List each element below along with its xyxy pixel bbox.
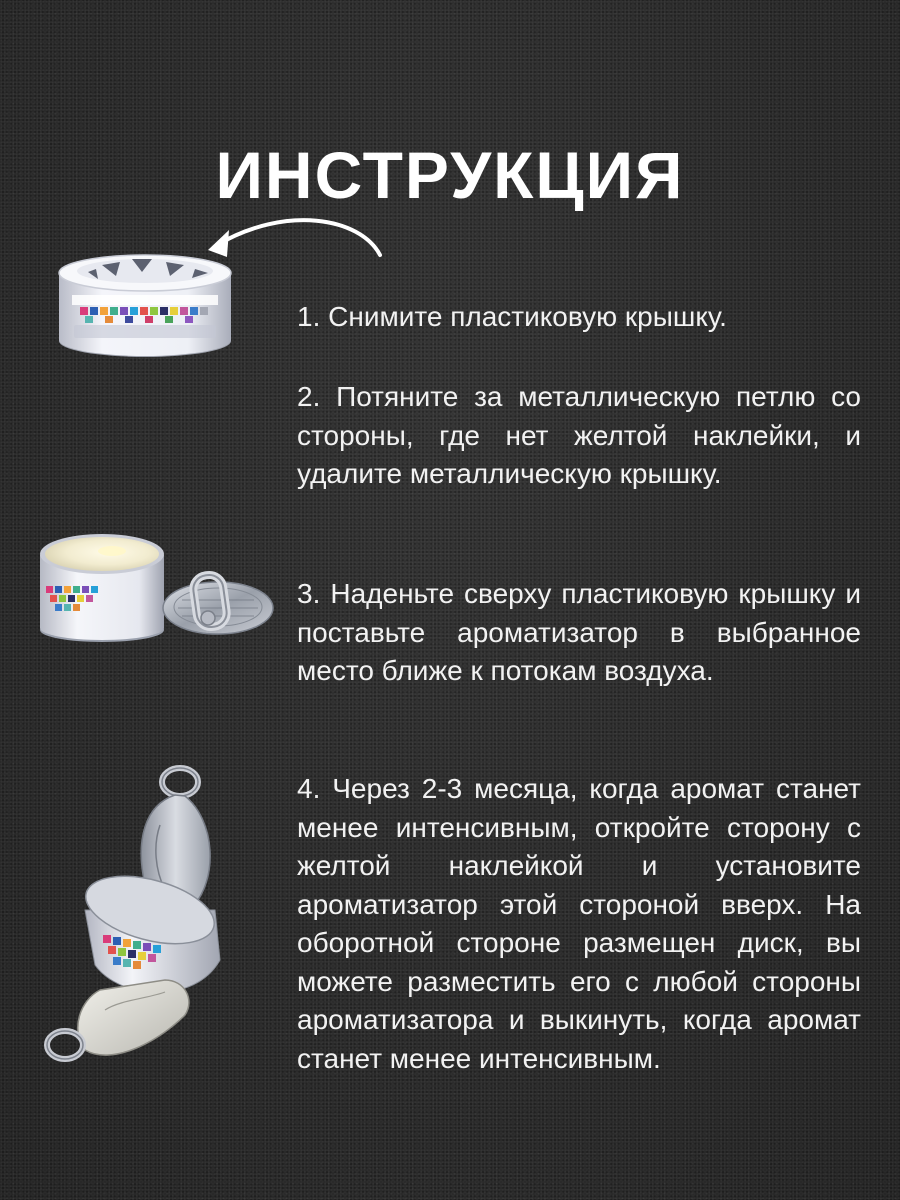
opened-can-image <box>30 520 275 650</box>
both-lids-open-can-image <box>25 760 270 1070</box>
instruction-step-2: 2. Потяните за металлическую петлю со стороны, где нет желтой наклейки, и удалите металлическую крышку. <box>297 381 861 489</box>
instruction-step-1: 1. Снимите пластиковую крышку. <box>297 301 727 332</box>
instruction-step-4: 4. Через 2-3 месяца, когда аромат станет менее интенсивным, откройте сторону с желтой наклейкой и установите ароматизатор этой стороной вверх. На оборотной стороне размещен диск, вы можете разместить его с любой стороны ароматизатора и выкинуть, когда аромат станет менее интенсивным. <box>297 773 861 1074</box>
page-title: ИНСТРУКЦИЯ <box>215 138 685 213</box>
closed-can-image <box>50 245 240 360</box>
instruction-step-3: 3. Наденьте сверху пластиковую крышку и поставьте ароматизатор в выбранное место ближе к потокам воздуха. <box>297 578 861 686</box>
